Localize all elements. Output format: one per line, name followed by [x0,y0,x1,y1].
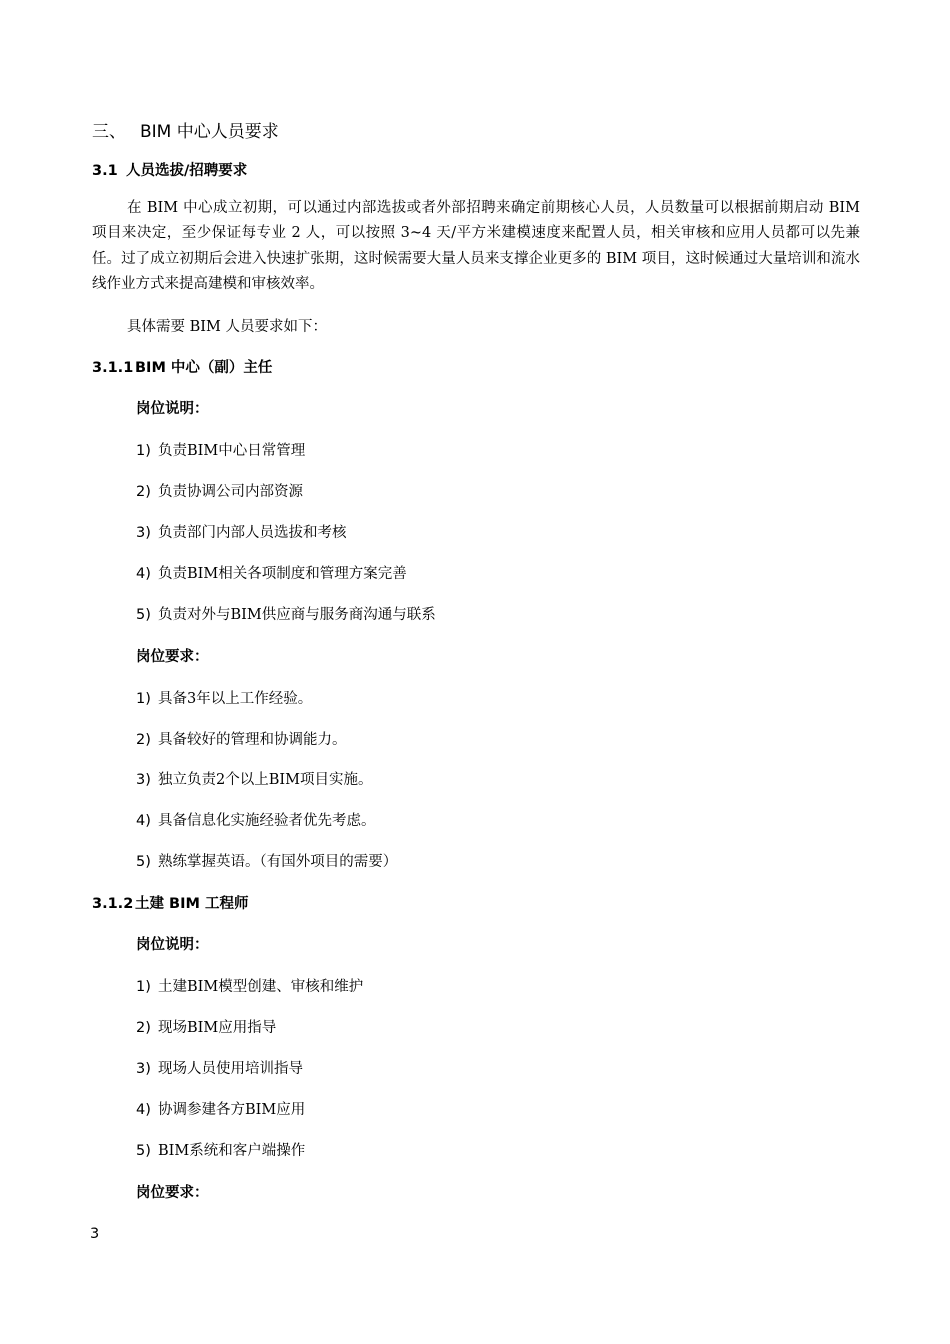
list-item [136,1016,276,1037]
role-number: 3.1.1 [92,360,134,376]
list-item-text: 现场人员使用培训指导 [158,1061,303,1077]
list-item-number: 2) [136,484,151,500]
list-item-text: 熟练掌握英语。（有国外项目的需要） [158,854,398,870]
requirements-heading: 岗位要求： [136,649,209,665]
requirements-heading: 岗位要求： [136,1185,209,1201]
list-item [136,768,372,789]
list-item [136,562,407,583]
list-item-text: 现场BIM应用指导 [158,1020,277,1036]
requirements-intro: 具体需要 BIM 人员要求如下： [127,319,327,335]
list-item-number: 5) [136,854,151,870]
role-heading [92,356,272,377]
list-item-text: 具备信息化实施经验者优先考虑。 [158,813,376,829]
list-item-number: 3) [136,525,151,541]
section-title: BIM 中心人员要求 [140,122,279,142]
list-item [136,521,347,542]
subsection-number: 3.1 [92,163,118,179]
list-item-text: 具备3年以上工作经验。 [158,691,313,707]
list-item-number: 1) [136,979,151,995]
list-item-number: 1) [136,691,151,707]
duties-heading: 岗位说明： [136,401,209,417]
list-item-text: 土建BIM模型创建、审核和维护 [158,979,364,995]
role-title: BIM 中心（副）主任 [135,360,273,376]
list-item [136,603,436,624]
section-heading [92,117,279,142]
list-item [136,975,363,996]
list-item-text: 具备较好的管理和协调能力。 [158,732,347,748]
subsection-title: 人员选拔/招聘要求 [126,163,248,179]
list-item-number: 3) [136,772,151,788]
section-number: 三、 [92,122,126,142]
role-heading [92,892,248,913]
duties-heading: 岗位说明： [136,937,209,953]
list-item-text: 负责BIM相关各项制度和管理方案完善 [158,566,407,582]
list-item-number: 2) [136,732,151,748]
list-item-number: 5) [136,607,151,623]
list-item-number: 4) [136,1102,151,1118]
list-item [136,850,397,871]
list-item-text: 独立负责2个以上BIM项目实施。 [158,772,373,788]
list-item [136,439,305,460]
list-item-number: 5) [136,1143,151,1159]
list-item-text: 负责协调公司内部资源 [158,484,303,500]
list-item-number: 4) [136,566,151,582]
list-item [136,809,376,830]
list-item-number: 3) [136,1061,151,1077]
page-number: 3 [90,1226,100,1242]
list-item [136,728,347,749]
list-item-number: 4) [136,813,151,829]
intro-paragraph: 在 BIM 中心成立初期，可以通过内部选拔或者外部招聘来确定前期核心人员，人员数量可以根据前期启动 BIM 项目来决定，至少保证每专业 2 人，可以按照 3~4 天/平方米建模速度来配置人员，相关审核和应用人员都可以先兼任。过了成立初期后会进入快速扩张期，这时候需要大量人员来支撑企业更多的 BIM 项目，这时候通过大量培训和流水线作业方式来提高建模和审核效率。 [92,200,860,292]
list-item [136,1057,303,1078]
role-number: 3.1.2 [92,896,134,912]
list-item-text: 负责部门内部人员选拔和考核 [158,525,347,541]
list-item-number: 1) [136,443,151,459]
list-item [136,480,303,501]
list-item-text: BIM系统和客户端操作 [158,1143,306,1159]
list-item-text: 负责对外与BIM供应商与服务商沟通与联系 [158,607,436,623]
role-title: 土建 BIM 工程师 [135,896,249,912]
list-item-text: 协调参建各方BIM应用 [158,1102,306,1118]
list-item-number: 2) [136,1020,151,1036]
list-item [136,687,312,708]
subsection-heading [92,159,247,180]
list-item-text: 负责BIM中心日常管理 [158,443,306,459]
list-item [136,1139,305,1160]
list-item [136,1098,305,1119]
